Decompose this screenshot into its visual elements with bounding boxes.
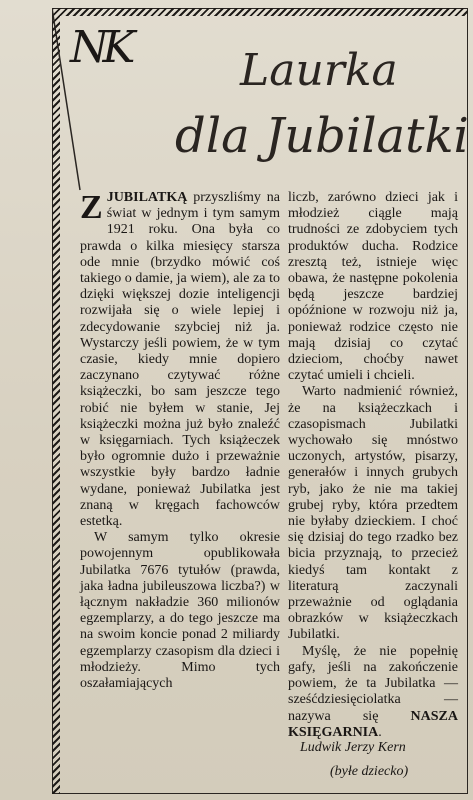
paragraph: liczb, zarówno dzieci jak i młodzież ciągle mają trudności ze zdobyciem tych produktów ducha. Rodzice zresztą też, istnieje więc obawa, że następne pokolenia będą jeszcze bardziej opóźnione w rozwoju niż ja, ponieważ rodzice często nie mają dzisiaj co czytać dzieciom, choćby nawet czytać umieli i chcieli. (288, 190, 458, 384)
paragraph: W samym tylko okresie powojennym opublikowała Jubilatka 7676 tytułów (prawda, jaka ładna jubileuszowa liczba?) w łącznym nakładzie 360 milionów egzemplarzy, a do tego jeszcze ma na swoim koncie ponad 2 miliardy egzemplarzy czasopism dla dzieci i młodzieży. Mimo tych oszałamiających (80, 530, 280, 692)
paragraph-text: przyszliśmy na świat w jednym i tym samym 1921 roku. Ona była co prawda o kilka miesięcy starsza ode mnie (brzydko mówić coś takiego o damie, ja wiem), ale za to dzięki większej dozie inteligencji rozwijała się o wiele lepiej i zdecydowanie szybciej niż ja. Wystarczy jeśli powiem, że w tym czasie, kiedy mnie dopiero zaczynano czytywać różne książeczki, bo sam jeszcze tego robić nie byłem w stanie, Jej książeczki można już było znaleźć w księgarniach. Tych książeczek było ogromnie dużo i przeważnie wszystkie były bardzo ładnie wydane, ponieważ Jubilatka jest znaną w kręgach fachowców estetką. (80, 190, 280, 530)
drop-cap: Z (80, 189, 103, 226)
article-column-left (80, 190, 280, 692)
paragraph-end: . (378, 724, 382, 740)
headline-line-2: dla Jubilatki (175, 108, 469, 164)
author-note: (byłe dziecko) (330, 764, 409, 779)
paragraph-text: Myślę, że nie popełnię gafy, jeśli na zakończenie powiem, że ta Jubilatka — sześćdziesięciolatka — nazywa się (288, 643, 458, 724)
lead-word: JUBILATKĄ (106, 190, 188, 205)
paragraph (288, 644, 458, 741)
headline-line-1: Laurka (240, 45, 398, 96)
monogram-logo: NK (70, 22, 130, 73)
article-column-right (288, 190, 458, 741)
author-signature: Ludwik Jerzy Kern (300, 740, 406, 755)
publisher-name: NASZA KSIĘGARNIA (288, 708, 458, 740)
paragraph: Warto nadmienić również, że na książeczkach i czasopismach Jubilatki wychowało się mnóstwo uczonych, artystów, pisarzy, generałów i innych grubych ryb, jako że nie ma takiej grubej ryby, która przedtem nie byłaby dzieckiem. I choć się dzisiaj do tego rzadko bez bicia przyznają, to przecież kiedyś tam kontakt z literaturą zaczynali przeważnie od oglądania obrazków w książeczkach Jubilatki. (288, 384, 458, 643)
paragraph (80, 190, 280, 530)
